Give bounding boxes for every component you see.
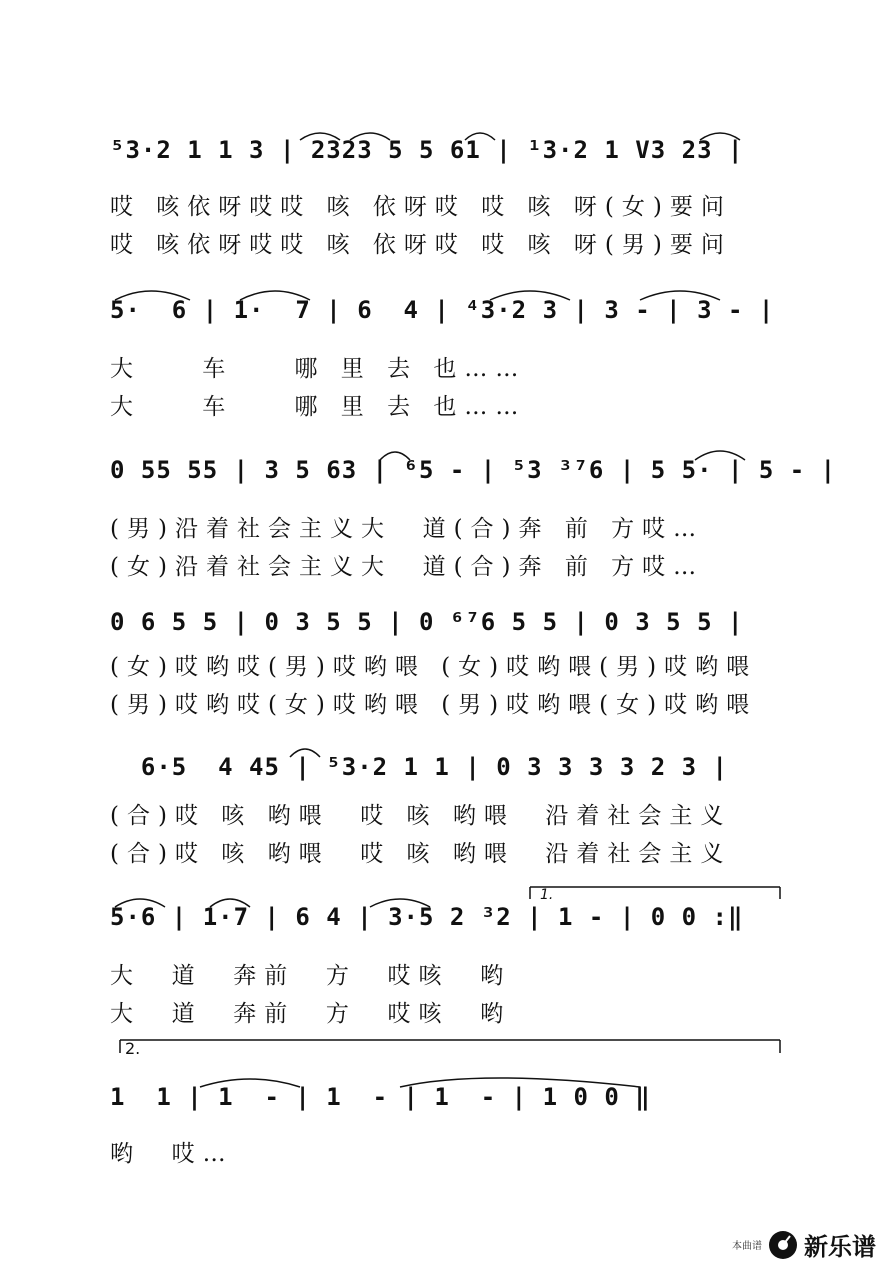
notation-line [110, 118, 790, 188]
lyric-line-2: 哎 咳依呀哎哎 咳 依呀哎 哎 咳 呀(男)要问 [110, 232, 732, 258]
lyric-line-1: (合)哎 咳 哟喂 哎 咳 哟喂 沿着社会主义 [110, 803, 732, 829]
lyric-line-1: 大 道 奔前 方 哎咳 哟 [110, 963, 512, 989]
music-note-icon [768, 1230, 798, 1260]
notation-line [110, 278, 790, 348]
notation-text: 0 6 5 5 | 0 3 5 5 | 0 ⁶⁷6 5 5 | 0 3 5 5 | [110, 608, 744, 636]
volta-2-label: 2. [125, 1039, 141, 1058]
notation-text: 5· 6 | 1· 7 | 6 4 | ⁴3·2 3 | 3 - | 3 - | [110, 296, 775, 324]
notation-line [110, 735, 790, 805]
notation-text: 1 1 | 1 - | 1 - | 1 - | 1 0 0 ‖ [110, 1083, 651, 1111]
lyric-line-2: 大 道 奔前 方 哎咳 哟 [110, 1001, 512, 1027]
notation-text: 0 55 55 | 3 5 63 | ⁶5 - | ⁵3 ³⁷6 | 5 5· | 5 - | [110, 456, 837, 484]
lyric-line-2: (男)哎哟哎(女)哎哟喂 (男)哎哟喂(女)哎哟喂 [110, 692, 758, 718]
volta-1-label: 1. [540, 887, 554, 903]
lyric-line-1: 大 车 哪 里 去 也…… [110, 356, 527, 382]
watermark-caption: 本曲谱 [732, 1241, 762, 1252]
lyric-line-2: (合)哎 咳 哟喂 哎 咳 哟喂 沿着社会主义 [110, 841, 732, 867]
notation-line [110, 1065, 790, 1135]
volta-2-bracket [110, 1035, 790, 1055]
lyric-line-1: 哟 哎… [110, 1141, 234, 1167]
lyric-line-1: 哎 咳依呀哎哎 咳 依呀哎 哎 咳 呀(女)要问 [110, 194, 732, 220]
notation-text: 5·6 | 1·7 | 6 4 | 3·5 2 ³2 | 1 - | 0 0 :‖ [110, 903, 744, 931]
notation-line [110, 438, 837, 508]
lyric-line-2: (女)沿着社会主义大 道(合)奔 前 方哎… [110, 554, 705, 580]
notation-text: 6·5 4 45 | ⁵3·2 1 1 | 0 3 3 3 3 2 3 | [110, 753, 728, 781]
notation-text: ⁵3·2 1 1 3 | 2323 5 5 61 | ¹3·2 1 V3 23 | [110, 136, 744, 164]
watermark-brand: 新乐谱 [804, 1233, 876, 1261]
lyric-line-1: (女)哎哟哎(男)哎哟喂 (女)哎哟喂(男)哎哟喂 [110, 654, 758, 680]
watermark [732, 1227, 876, 1262]
lyric-line-2: 大 车 哪 里 去 也…… [110, 394, 527, 420]
notation-line [110, 885, 790, 955]
lyric-line-1: (男)沿着社会主义大 道(合)奔 前 方哎… [110, 516, 705, 542]
